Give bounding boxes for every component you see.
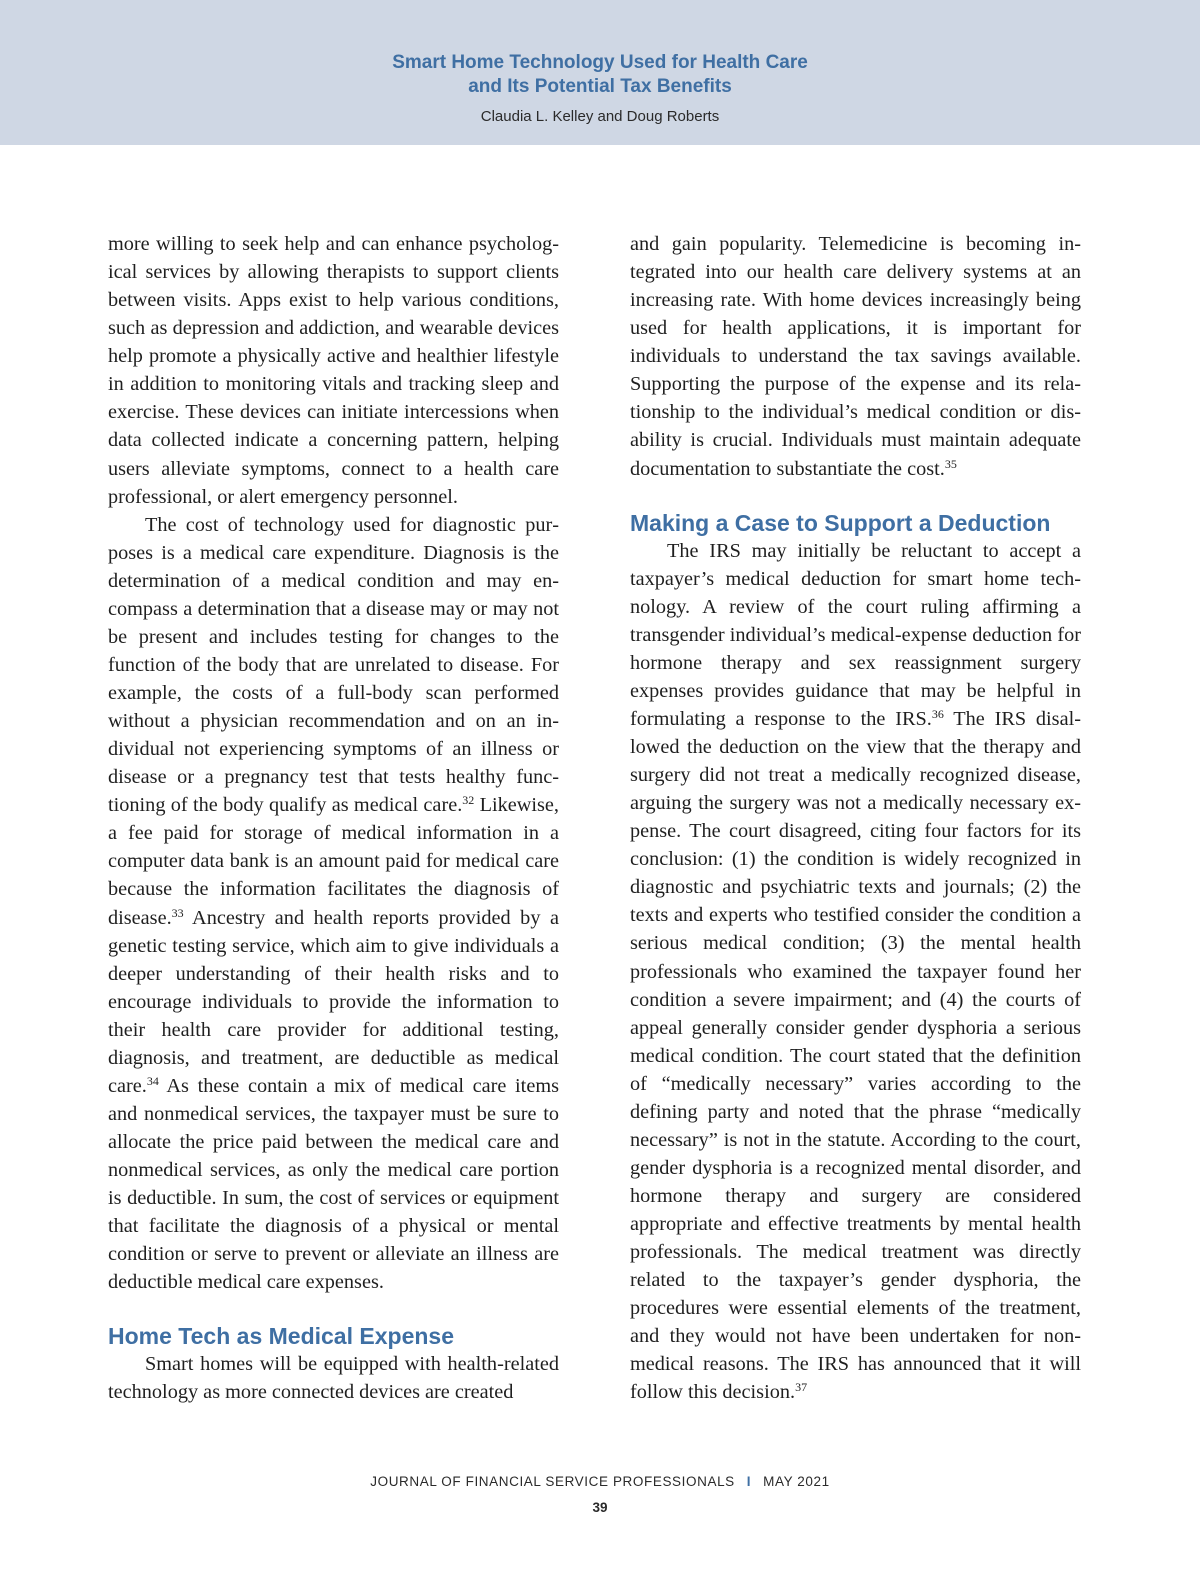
text-run: Likewise, a fee paid for storage of medical information in a computer data bank is an amount paid for medical care because the information facilitates the diagnosis of disease. (108, 794, 559, 929)
footnote-ref-35: 35 (944, 456, 957, 471)
footnote-ref-36: 36 (931, 706, 944, 721)
page-number: 39 (592, 1500, 608, 1515)
issue-date: MAY 2021 (763, 1474, 830, 1489)
footnote-ref-33: 33 (171, 905, 184, 920)
footer-separator: I (746, 1474, 752, 1489)
text-run: Ancestry and health reports provided by a genetic testing service, which aim to give individuals a deeper understanding of their health risks and to encourage individuals to provide the information to their health care provider for additional testing, diagnosis, and treatment, are deductible as medical care. (108, 906, 559, 1097)
paragraph (630, 230, 1081, 483)
paragraph (630, 537, 1081, 1407)
text-run: As these contain a mix of medical care items and nonmedical services, the taxpayer must be sure to allocate the price paid between the medical care and nonmedical services, as only the medical care portion is deductible. In sum, the cost of services or equipment that facilitate the diagnosis of a physical or mental condition or serve to prevent or alleviate an illness are deductible medical care expenses. (108, 1074, 559, 1294)
article-authors: Claudia L. Kelley and Doug Roberts (480, 108, 720, 125)
footnote-ref-34: 34 (146, 1073, 159, 1088)
article-title-line-1: Smart Home Technology Used for Health Care (392, 52, 808, 73)
section-heading: Home Tech as Medical Expense (108, 1323, 454, 1350)
text-run: The cost of technology used for diagnostic purposes is a medical care expenditure. Diagnosis is the determination of a medical condition and may encompass a determination that a disease may or may not be present and includes testing for changes to the function of the body that are unrelated to disease. For example, the costs of a full-body scan performed without a physician recommendation and on an individual not experiencing symptoms of an illness or disease or a pregnancy test that tests healthy functioning of the body qualify as medical care. (108, 513, 559, 817)
text-run: The IRS disallowed the deduction on the view that the therapy and surgery did not treat a medically recognized disease, arguing the surgery was not a medically necessary expense. The court disagreed, citing four factors for its conclusion: (1) the condition is widely recognized in diagnostic and psychiatric texts and journals; (2) the texts and experts who testified consider the condition a serious medical condition; (3) the mental health professionals who examined the taxpayer found her condition a severe impairment; and (4) the courts of appeal generally consider gender dysphoria a serious medical condition. The court stated that the definition of “medically necessary” varies according to the defining party and noted that the phrase “medically necessary” is not in the statute. According to the court, gender dysphoria is a recognized mental disorder, and hormone therapy and surgery are considered appropriate and effective treatments by mental health professionals. The medical treatment was directly related to the taxpayer’s gender dysphoria, the procedures were essential elements of the treatment, and they would not have been undertaken for nonmedical reasons. The IRS has announced that it will follow this decision. (630, 707, 1081, 1404)
text-run: The IRS may initially be reluctant to accept a taxpayer’s medical deduction for smart home technology. A review of the court ruling affirming a transgender individual’s medical-expense deduction for hormone therapy and sex reassignment surgery expenses provides guidance that may be helpful in formulating a response to the IRS. (630, 539, 1081, 730)
journal-name: JOURNAL OF FINANCIAL SERVICE PROFESSIONALS (370, 1474, 735, 1489)
text-run: and gain popularity. Telemedicine is becoming integrated into our health care delivery systems at an increasing rate. With home devices increasingly being used for health applications, it is important for individuals to understand the tax savings available. Supporting the purpose of the expense and its relationship to the individual’s medical condition or disability is crucial. Individuals must maintain adequate documentation to substantiate the cost. (630, 233, 1081, 480)
paragraph: more willing to seek help and can enhance psychological services by allowing therapists to support clients between visits. Apps exist to help various conditions, such as depression and addiction, and wearable devices help promote a physically active and healthier lifestyle in addition to monitoring vitals and tracking sleep and exercise. These devices can initiate intercessions when data collected indicate a concerning pattern, helping users alleviate symptoms, connect to a health care professional, or alert emergency personnel. (108, 233, 559, 508)
running-header (0, 0, 1200, 145)
section-heading: Making a Case to Support a Deduction (630, 509, 1051, 536)
footnote-ref-32: 32 (462, 793, 475, 808)
footnote-ref-37: 37 (795, 1380, 808, 1395)
article-title-line-2: and Its Potential Tax Benefits (468, 76, 732, 97)
right-column (630, 230, 1081, 1407)
paragraph: Smart homes will be equipped with health-related technology as more connected devices are created (108, 1353, 559, 1404)
running-footer (0, 1474, 1200, 1489)
article-title (0, 51, 1200, 99)
paragraph (108, 511, 559, 1297)
left-column (108, 230, 559, 1407)
